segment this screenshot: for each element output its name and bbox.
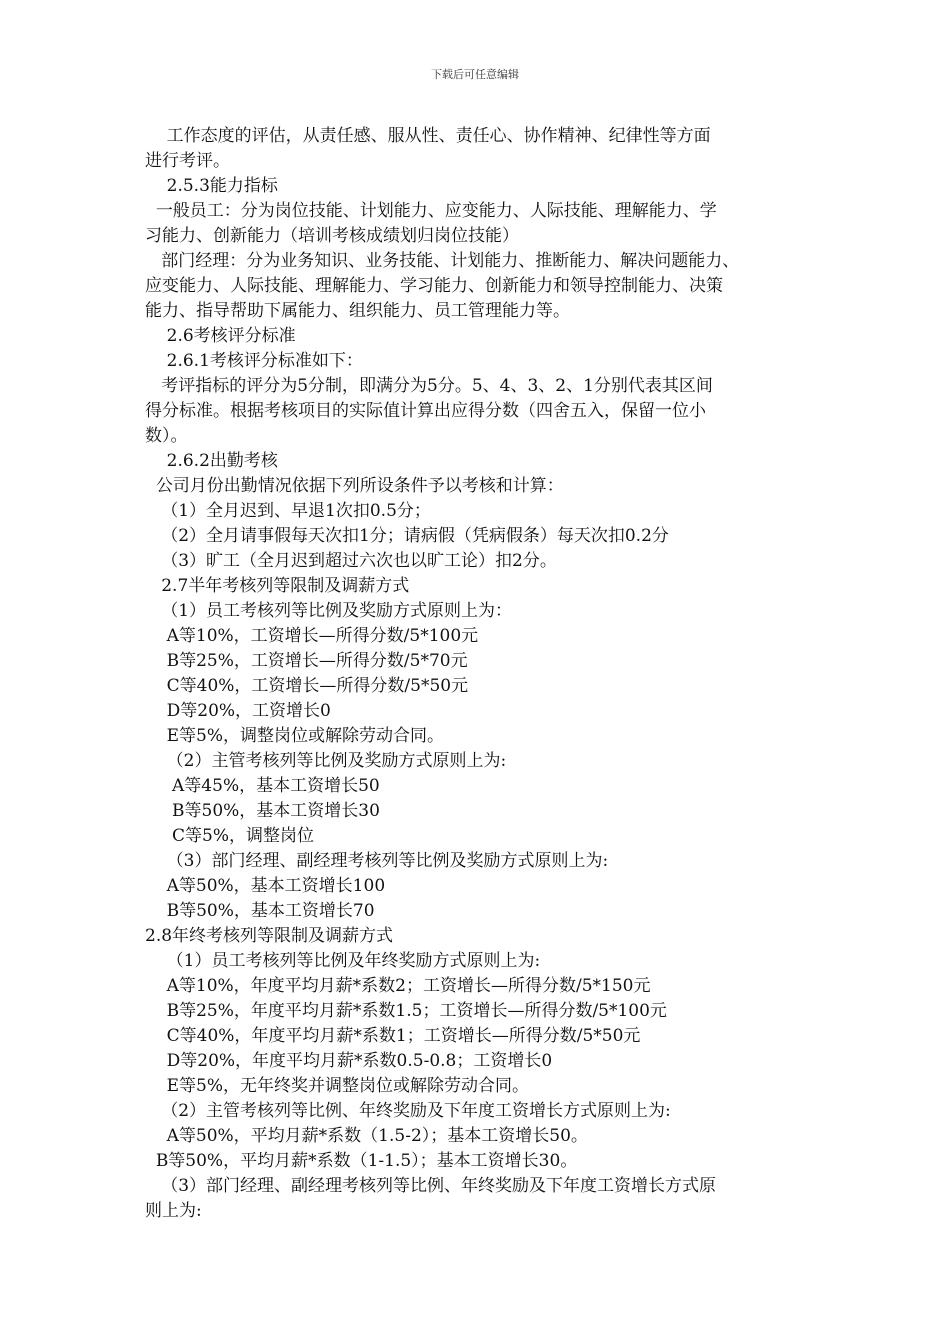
text-line: A等45%，基本工资增长50 [145,776,380,796]
text-line: 2.6考核评分标准 [145,326,296,346]
text-line: B等50%，平均月薪*系数（1-1.5）；基本工资增长30。 [145,1151,578,1171]
text-line: A等50%，平均月薪*系数（1.5-2）；基本工资增长50。 [145,1126,588,1146]
text-line: 2.5.3能力指标 [145,176,278,196]
text-line: 进行考评。 [145,151,230,171]
text-line: （1）全月迟到、早退1次扣0.5分； [145,501,431,521]
text-line: C等5%，调整岗位 [145,826,315,846]
text-line: （3）部门经理、副经理考核列等比例及奖励方式原则上为: [145,851,609,871]
text-line: C等40%，工资增长—所得分数/5*50元 [145,676,469,696]
text-line: 考评指标的评分为5分制，即满分为5分。5、4、3、2、1分别代表其区间 [145,376,713,396]
document-body [145,124,825,1224]
text-line: 2.8年终考核列等限制及调薪方式 [145,926,394,946]
text-line: A等10%，年度平均月薪*系数2；工资增长—所得分数/5*150元 [145,976,651,996]
text-line: A等50%，基本工资增长100 [145,876,386,896]
text-line: （3）旷工（全月迟到超过六次也以旷工论）扣2分。 [145,551,557,571]
text-line: 能力、指导帮助下属能力、组织能力、员工管理能力等。 [145,301,570,321]
page-header: 下载后可任意编辑 [431,68,519,81]
text-line: B等50%，基本工资增长70 [145,901,375,921]
text-line: 工作态度的评估，从责任感、服从性、责任心、协作精神、纪律性等方面 [145,126,711,146]
text-line: 一般员工：分为岗位技能、计划能力、应变能力、人际技能、理解能力、学 [145,201,717,221]
text-line: C等40%，年度平均月薪*系数1；工资增长—所得分数/5*50元 [145,1026,641,1046]
text-line: （2）主管考核列等比例及奖励方式原则上为: [145,751,507,771]
text-line: 习能力、创新能力（培训考核成绩划归岗位技能） [145,226,519,246]
text-line: 2.6.2出勤考核 [145,451,278,471]
text-line: A等10%，工资增长—所得分数/5*100元 [145,626,479,646]
text-line: 则上为: [145,1201,202,1221]
text-line: E等5%，无年终奖并调整岗位或解除劳动合同。 [145,1076,530,1096]
text-line: （2）主管考核列等比例、年终奖励及下年度工资增长方式原则上为: [145,1101,671,1121]
text-line: （2）全月请事假每天次扣1分；请病假（凭病假条）每天次扣0.2分 [145,526,669,546]
text-line: 2.7半年考核列等限制及调薪方式 [145,576,410,596]
text-line: 公司月份出勤情况依据下列所设条件予以考核和计算： [145,476,564,496]
text-line: B等50%，基本工资增长30 [145,801,380,821]
text-line: B等25%，年度平均月薪*系数1.5；工资增长—所得分数/5*100元 [145,1001,667,1021]
text-line: B等25%，工资增长—所得分数/5*70元 [145,651,468,671]
text-line: 得分标准。根据考核项目的实际值计算出应得分数（四舍五入，保留一位小 [145,401,706,421]
text-line: 应变能力、人际技能、理解能力、学习能力、创新能力和领导控制能力、决策 [145,276,723,296]
text-line: （1）员工考核列等比例及奖励方式原则上为： [145,601,513,621]
text-line: 数）。 [145,426,188,446]
text-line: E等5%，调整岗位或解除劳动合同。 [145,726,445,746]
text-line: 2.6.1考核评分标准如下： [145,351,363,371]
text-line: D等20%，工资增长0 [145,701,331,721]
text-line: 部门经理：分为业务知识、业务技能、计划能力、推断能力、解决问题能力、 [145,251,740,271]
text-line: （1）员工考核列等比例及年终奖励方式原则上为: [145,951,541,971]
text-line: （3）部门经理、副经理考核列等比例、年终奖励及下年度工资增长方式原 [145,1176,717,1196]
text-line: D等20%，年度平均月薪*系数0.5-0.8；工资增长0 [145,1051,553,1071]
